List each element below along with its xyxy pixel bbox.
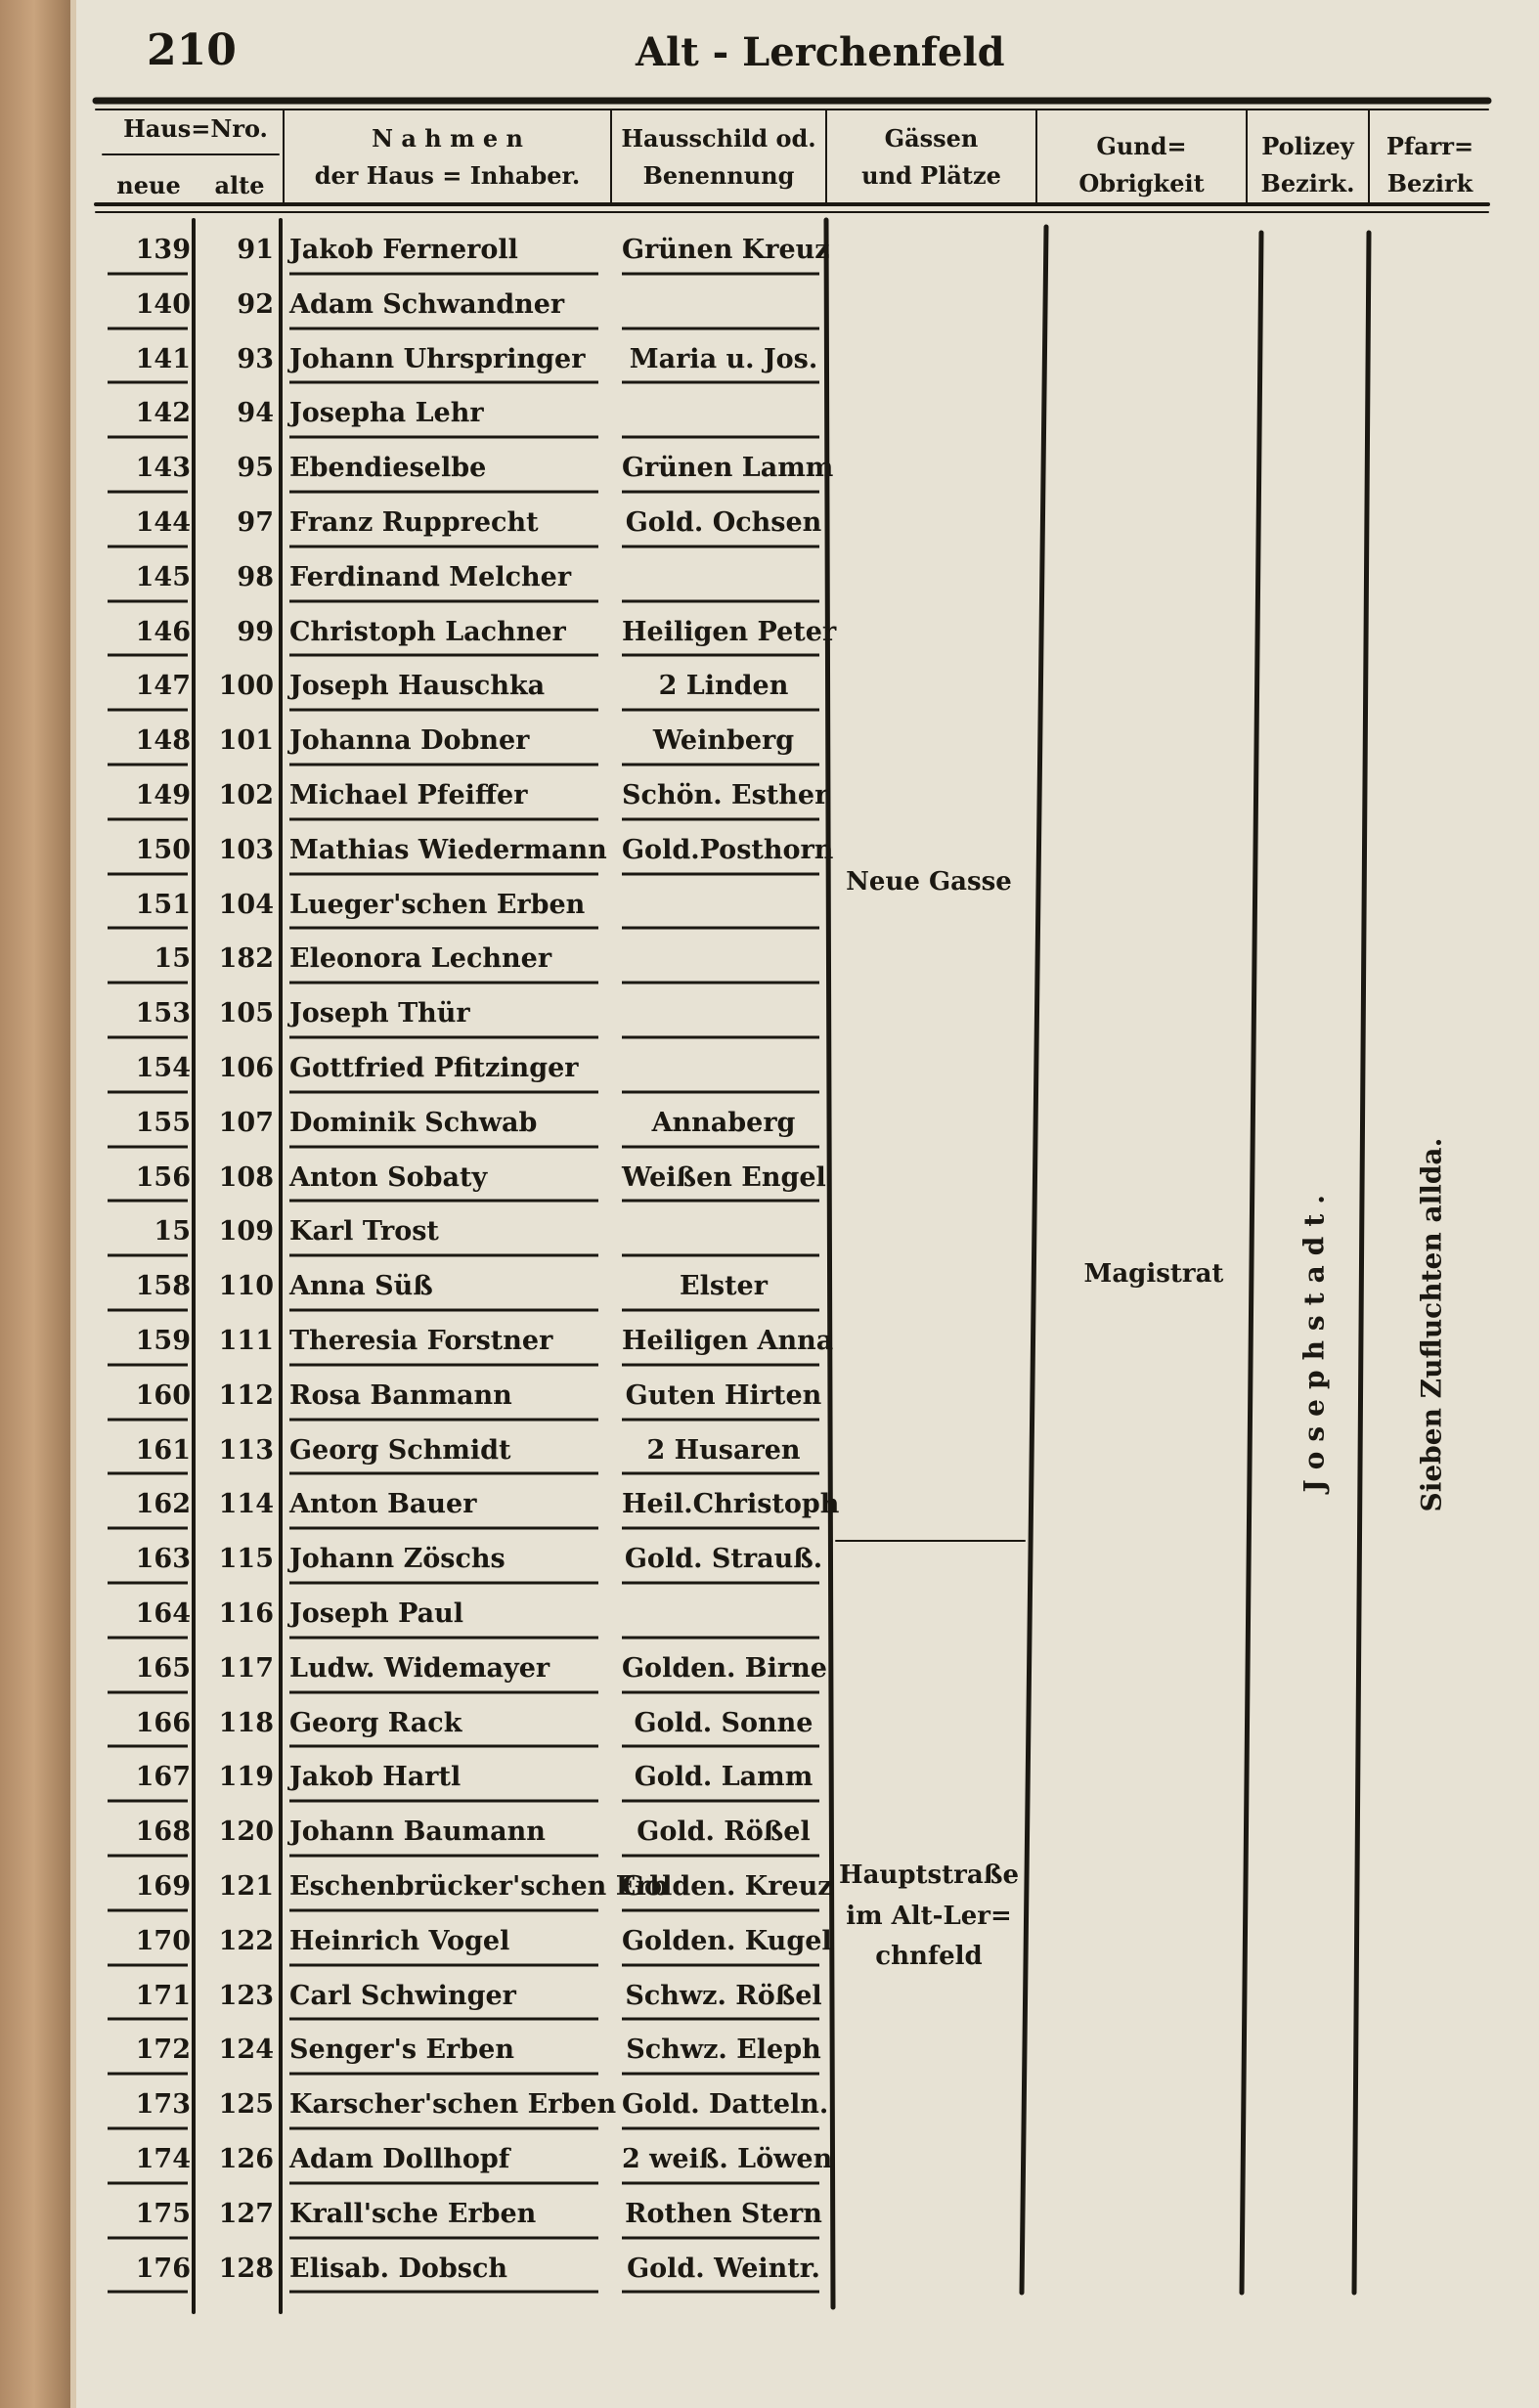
house-number-old: 102 <box>218 780 274 810</box>
house-sign: Gold. Datteln. <box>622 2089 829 2121</box>
street-hauptstrasse-line-1: Hauptstraße <box>839 1861 1019 1890</box>
house-number-new: 143 <box>135 453 191 484</box>
house-sign: Grünen Lamm <box>622 453 834 484</box>
owner-name: Dominik Schwab <box>289 1107 538 1138</box>
house-number-new: 163 <box>135 1544 191 1575</box>
house-number-old: 126 <box>218 2144 274 2174</box>
house-number-new: 148 <box>135 725 191 757</box>
owner-name: Senger's Erben <box>289 2035 514 2066</box>
page-number: 210 <box>147 25 237 75</box>
house-number-new: 142 <box>135 398 191 429</box>
house-number-old: 98 <box>237 561 274 592</box>
street-hauptstrasse-line-3: chnfeld <box>875 1942 983 1972</box>
owner-name: Rosa Banmann <box>289 1379 512 1411</box>
street-hauptstrasse <box>836 1856 1022 1978</box>
house-number-new: 153 <box>135 998 191 1029</box>
house-number-old: 110 <box>218 1271 274 1302</box>
house-number-new: 169 <box>135 1871 191 1902</box>
owner-name: Michael Pfeiffer <box>289 780 528 810</box>
house-number-new: 151 <box>135 889 191 920</box>
house-sign: Gold. Ochsen <box>625 507 822 538</box>
house-number-old: 120 <box>218 1817 274 1848</box>
house-number-new: 175 <box>135 2198 191 2229</box>
grund-obrigkeit-magistrat: Magistrat <box>1083 1259 1224 1289</box>
owner-name: Lueger'schen Erben <box>289 889 586 920</box>
house-number-new: 146 <box>135 616 191 647</box>
house-number-new: 145 <box>135 561 191 592</box>
house-sign: Guten Hirten <box>625 1379 822 1411</box>
header-hausschild: Hausschild od. <box>621 124 816 153</box>
house-number-new: 159 <box>135 1326 191 1356</box>
owner-name: Elisab. Dobsch <box>289 2253 508 2284</box>
header-polizey-bezirk: Bezirk. <box>1260 169 1355 197</box>
house-sign: Elster <box>680 1271 768 1302</box>
house-sign: Golden. Kreuz <box>622 1871 833 1902</box>
house-number-new: 15 <box>154 943 191 975</box>
house-number-new: 172 <box>135 2035 191 2066</box>
house-number-new: 149 <box>135 780 191 810</box>
owner-name: Ferdinand Melcher <box>289 561 572 592</box>
owner-name: Franz Rupprecht <box>289 507 539 538</box>
house-number-new: 155 <box>135 1107 191 1138</box>
house-number-new: 139 <box>135 235 191 265</box>
header-grund: Gund= <box>1096 132 1187 160</box>
house-number-old: 117 <box>218 1652 274 1684</box>
house-sign: Golden. Kugel <box>622 1925 832 1956</box>
owner-name: Georg Schmidt <box>289 1434 511 1466</box>
header-nahmen: N a h m e n <box>372 124 523 153</box>
owner-name: Ludw. Widemayer <box>289 1652 550 1684</box>
house-number-new: 160 <box>135 1379 191 1411</box>
header-haus-inhaber: der Haus = Inhaber. <box>314 161 581 190</box>
house-sign: Rothen Stern <box>625 2198 822 2229</box>
house-number-old: 109 <box>218 1216 274 1248</box>
owner-name: Christoph Lachner <box>289 616 566 647</box>
house-sign: Schön. Esther <box>622 780 829 810</box>
house-number-new: 176 <box>135 2253 191 2284</box>
owner-name: Adam Dollhopf <box>289 2144 510 2174</box>
house-number-old: 119 <box>218 1762 274 1793</box>
owner-name: Theresia Forstner <box>289 1326 553 1356</box>
house-number-old: 116 <box>218 1598 274 1629</box>
header-haus-nro: Haus=Nro. <box>123 114 268 143</box>
house-sign: Annaberg <box>651 1107 796 1138</box>
owner-name: Krall'sche Erben <box>289 2198 537 2229</box>
owner-name: Ebendieselbe <box>289 453 487 484</box>
street-hauptstrasse-line-2: im Alt-Ler= <box>846 1901 1012 1931</box>
page-title: Alt - Lerchenfeld <box>636 29 1005 75</box>
house-number-new: 154 <box>135 1053 191 1083</box>
owner-name: Adam Schwandner <box>289 288 565 320</box>
house-number-old: 101 <box>218 725 274 757</box>
house-sign: Gold. Strauß. <box>624 1544 823 1575</box>
house-sign: Weißen Engel <box>622 1161 826 1193</box>
house-number-old: 124 <box>218 2035 274 2066</box>
house-number-old: 105 <box>218 998 274 1029</box>
owner-name: Johann Baumann <box>289 1817 546 1848</box>
house-sign: 2 Husaren <box>646 1434 801 1466</box>
header-gassen: Gässen <box>884 124 979 153</box>
owner-name: Josepha Lehr <box>289 398 484 429</box>
house-number-new: 140 <box>135 288 191 320</box>
house-number-old: 106 <box>218 1053 274 1083</box>
owner-name: Karscher'schen Erben <box>289 2089 617 2121</box>
house-number-new: 158 <box>135 1271 191 1302</box>
polizey-bezirk-josephstadt: Josephstadt. <box>1297 1184 1331 1493</box>
house-number-new: 173 <box>135 2089 191 2121</box>
house-number-old: 97 <box>237 507 274 538</box>
owner-name: Joseph Hauschka <box>289 671 546 702</box>
house-number-old: 122 <box>218 1925 274 1956</box>
house-sign: Schwz. Rößel <box>625 1980 822 2011</box>
house-number-new: 170 <box>135 1925 191 1956</box>
header-obrigkeit: Obrigkeit <box>1078 169 1205 197</box>
house-number-old: 127 <box>218 2198 274 2229</box>
house-number-old: 115 <box>218 1544 274 1575</box>
house-number-old: 118 <box>218 1707 274 1738</box>
house-number-old: 92 <box>237 288 274 320</box>
house-number-new: 156 <box>135 1161 191 1193</box>
owner-name: Carl Schwinger <box>289 1980 516 2011</box>
house-number-new: 167 <box>135 1762 191 1793</box>
owner-name: Karl Trost <box>289 1216 439 1248</box>
owner-name: Mathias Wiedermann <box>289 834 607 865</box>
house-number-old: 93 <box>237 343 274 374</box>
house-number-old: 104 <box>218 889 274 920</box>
owner-name: Joseph Paul <box>289 1598 464 1629</box>
house-number-new: 150 <box>135 834 191 865</box>
house-number-old: 123 <box>218 1980 274 2011</box>
house-number-new: 147 <box>135 671 191 702</box>
house-number-old: 94 <box>237 398 274 429</box>
house-sign: Gold.Posthorn <box>622 834 834 865</box>
house-sign: Heiligen Peter <box>622 616 837 647</box>
house-sign: Golden. Birne <box>622 1652 827 1684</box>
house-number-old: 95 <box>237 453 274 484</box>
header-pfarr: Pfarr= <box>1385 132 1474 160</box>
house-number-old: 99 <box>237 616 274 647</box>
header-neue: neue <box>116 171 181 199</box>
house-sign: 2 Linden <box>658 671 789 702</box>
house-sign: Heiligen Anna <box>622 1326 834 1356</box>
owner-name: Johann Uhrspringer <box>289 343 586 374</box>
owner-name: Gottfried Pfitzinger <box>289 1053 579 1083</box>
house-number-old: 103 <box>218 834 274 865</box>
house-number-new: 168 <box>135 1817 191 1848</box>
owner-name: Georg Rack <box>289 1707 462 1738</box>
house-number-new: 174 <box>135 2144 191 2174</box>
header-polizey: Polizey <box>1261 132 1354 160</box>
house-number-old: 100 <box>218 671 274 702</box>
owner-name: Eleonora Lechner <box>289 943 552 975</box>
house-sign: Heil.Christoph <box>622 1489 840 1520</box>
house-number-old: 182 <box>218 943 274 975</box>
house-number-old: 113 <box>218 1434 274 1466</box>
header-benennung: Benennung <box>642 161 795 190</box>
owner-name: Johanna Dobner <box>289 725 530 757</box>
house-number-new: 141 <box>135 343 191 374</box>
house-sign: Maria u. Jos. <box>629 343 818 374</box>
house-number-old: 125 <box>218 2089 274 2121</box>
pfarr-bezirk-sieben-zufluchten: Sieben Zufluchten allda. <box>1415 1137 1448 1512</box>
house-sign: Schwz. Eleph <box>626 2035 821 2066</box>
house-number-old: 112 <box>218 1379 274 1411</box>
header-plaetze: und Plätze <box>861 161 1001 190</box>
house-number-new: 161 <box>135 1434 191 1466</box>
house-sign: Gold. Sonne <box>634 1707 813 1738</box>
owner-name: Jakob Ferneroll <box>289 235 518 265</box>
owner-name: Joseph Thür <box>289 998 470 1029</box>
house-number-new: 171 <box>135 1980 191 2011</box>
house-sign: 2 weiß. Löwen <box>622 2144 833 2174</box>
house-number-old: 108 <box>218 1161 274 1193</box>
house-sign: Grünen Kreuz <box>622 235 830 265</box>
house-number-new: 162 <box>135 1489 191 1520</box>
house-number-old: 111 <box>218 1326 274 1356</box>
owner-name: Anna Süß <box>289 1271 433 1302</box>
house-number-old: 107 <box>218 1107 274 1138</box>
street-neue-gasse: Neue Gasse <box>846 867 1012 897</box>
house-sign: Gold. Lamm <box>634 1762 813 1793</box>
house-number-new: 164 <box>135 1598 191 1629</box>
house-number-old: 114 <box>218 1489 274 1520</box>
owner-name: Heinrich Vogel <box>289 1925 510 1956</box>
house-sign: Gold. Rößel <box>637 1817 811 1848</box>
header-alte: alte <box>214 171 265 199</box>
house-number-new: 15 <box>154 1216 191 1248</box>
owner-name: Jakob Hartl <box>289 1762 462 1793</box>
house-number-old: 121 <box>218 1871 274 1902</box>
house-number-new: 165 <box>135 1652 191 1684</box>
owner-name: Eschenbrücker'schen Erb <box>289 1871 669 1902</box>
owner-name: Anton Sobaty <box>289 1161 488 1193</box>
house-number-new: 166 <box>135 1707 191 1738</box>
house-number-old: 91 <box>237 235 274 265</box>
house-sign: Weinberg <box>652 725 795 757</box>
house-number-old: 128 <box>218 2253 274 2284</box>
header-pfarr-bezirk: Bezirk <box>1386 169 1473 197</box>
owner-name: Johann Zöschs <box>289 1544 506 1575</box>
house-number-new: 144 <box>135 507 191 538</box>
house-sign: Gold. Weintr. <box>627 2253 820 2284</box>
owner-name: Anton Bauer <box>289 1489 477 1520</box>
